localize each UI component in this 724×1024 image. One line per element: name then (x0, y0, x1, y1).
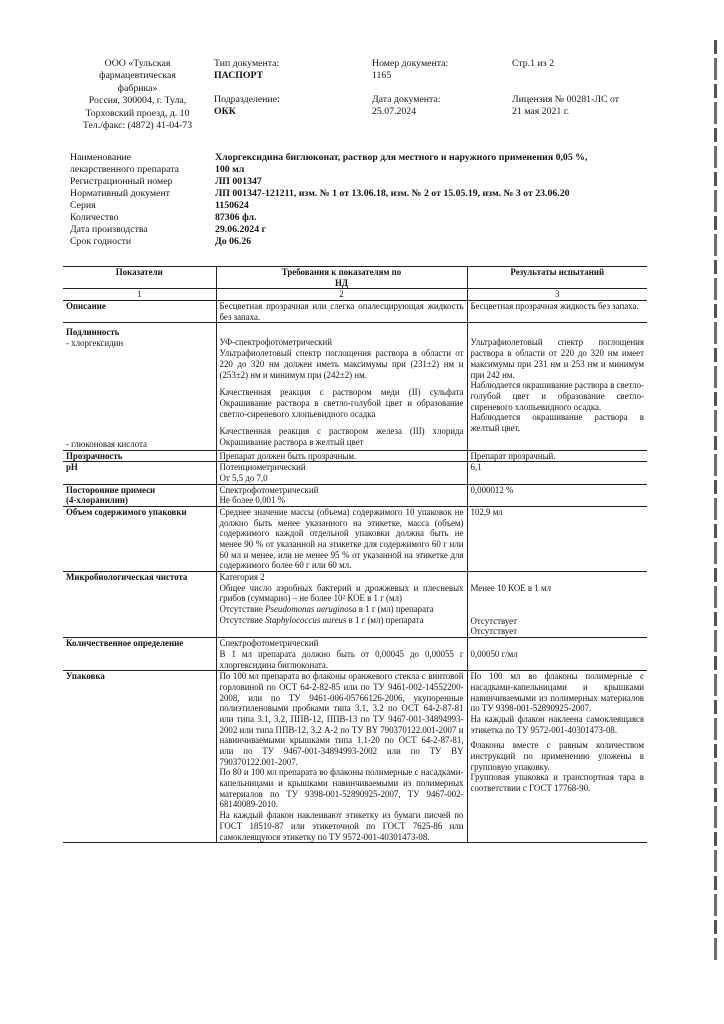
requirement-text: Категория 2 (219, 572, 265, 583)
result-cell (467, 323, 647, 450)
meta-value: ЛП 001347 (215, 175, 262, 187)
requirement-cell (216, 462, 467, 484)
indicator-name: Подлинность (66, 327, 120, 338)
requirement-cell: Препарат должен быть прозрачным. (216, 450, 467, 462)
indicator-name: Упаковка (63, 671, 216, 843)
requirement-cell: Среднее значение массы (объема) содержимого 10 упаковок не должно быть менее указанного на этикетке, масса (объем) содержимого каждой отдельной упаковки должна быть не менее 90 % от указанной на этикетке для содержимого 60 г или 60 мл и менее, или не менее 95 % от указанной на этикетке для содержимого более 60 г или 60 мл. (216, 506, 467, 571)
meta-row (70, 176, 660, 188)
license-line: Лицензия № 00281-ЛС от (512, 93, 620, 105)
indicator-subname: - хлоргексидин (66, 338, 124, 349)
doc-date-label: Дата документа: (372, 93, 441, 105)
column-number-row (63, 289, 647, 301)
method-title: Потенциометрический (219, 462, 306, 473)
organism-name: Staphylococcus aureus (265, 614, 347, 625)
division-value: ОКК (214, 106, 236, 118)
col-header-results: Результаты испытаний (467, 267, 647, 289)
result-text: По 100 мл во флаконы полимерные с насадками-капельницами и крышками навинчиваемыми из полимерных материалов по ТУ 9398-001-52890925-2007. (470, 671, 644, 714)
col-header-line: Требования к показателям по (281, 267, 402, 277)
org-line: Тел./факс: (4872) 41-04-73 (82, 120, 193, 132)
column-number: 3 (467, 289, 647, 301)
table-row (63, 572, 647, 638)
organization-block (70, 58, 205, 133)
result-cell: 0,000012 % (467, 484, 647, 506)
result-cell: Бесцветная прозрачная жидкость без запаха. (467, 301, 647, 323)
meta-value: 87306 фл. (215, 211, 257, 223)
result-text: На каждый флакон наклеена самоклеящаяся этикетка по ТУ 9572-001-40301473-08. (470, 713, 644, 735)
requirement-text: В 1 мл препарата должно быть от 0,00045 до 0,00055 г хлоргексидина биглюконата. (219, 648, 464, 670)
division-label: Подразделение: (214, 93, 280, 105)
meta-label: лекарственного препарата (70, 163, 179, 175)
meta-label: Количество (70, 211, 119, 223)
result-text: Отсутствует (470, 626, 517, 637)
result-cell (467, 671, 647, 843)
requirement-cell (216, 671, 467, 843)
doc-type-value: ПАСПОРТ (214, 70, 264, 82)
meta-label: Регистрационный номер (70, 175, 173, 187)
meta-row (70, 152, 660, 164)
meta-label: Дата производства (70, 223, 148, 235)
indicator-name: pH (63, 462, 216, 484)
text-part: в 1 г (мл) препарата (356, 604, 434, 615)
text-part: в 1 г (мл) препарата (346, 614, 424, 625)
method-title: Спектрофотометрический (219, 638, 319, 649)
table-row (63, 301, 647, 323)
meta-value: До 06.26 (215, 235, 252, 247)
indicator-name: (4-хлоранилин) (66, 495, 128, 506)
meta-label: Срок годности (70, 235, 132, 247)
meta-value: 29.06.2024 г (215, 223, 266, 235)
meta-row (70, 188, 660, 200)
org-line: ООО «Тульская (104, 58, 171, 69)
page-number: Стр.1 из 2 (512, 58, 554, 69)
meta-row (70, 236, 660, 248)
requirement-text: По 80 и 100 мл препарата во флаконы полимерные с насадками-капельницами и крышками навинчиваемыми из полимерных материалов по ТУ 9398-001-52890925-2007, ТУ 9467-002-68140089-2010. (219, 767, 464, 810)
doc-date-value: 25.07.2024 (372, 106, 417, 118)
doc-number-label: Номер документа: (372, 58, 449, 69)
column-number: 1 (63, 289, 216, 301)
result-cell: 6,1 (467, 462, 647, 484)
meta-value: 1150624 (215, 199, 249, 211)
column-number: 2 (216, 289, 467, 301)
col-header-requirements (216, 267, 467, 289)
indicator-name: Описание (63, 301, 216, 323)
result-text: Групповая упаковка и транспортная тара в соответствии с ГОСТ 17768-90. (470, 772, 644, 794)
requirement-text: Общее число аэробных бактерий и дрожжевых и плесневых грибов (суммарно) – не более 10² КОЕ в 1 г (мл) (219, 582, 464, 604)
table-row (63, 671, 647, 843)
doc-number-block (372, 58, 502, 119)
requirement-text: От 5,5 до 7,0 (219, 472, 268, 483)
requirement-text: Не более 0,001 % (219, 495, 286, 506)
doc-type-label: Тип документа: (214, 58, 280, 69)
requirement-text: По 100 мл препарата во флаконы оранжевого стекла с винтовой горловиной по ОСТ 64-2-82-85 или по ТУ 9461-002-14552200-2008, или по ТУ 9461-006-05766126-2006, укупоренные полиэтиленовыми пробками типа 3.1, 3.2 по ОСТ 64-2-87-81 или типа 3.1, 3.2, ППВ-12, ППВ-13 по ТУ 9467-001-34894993-2002 или типа ППВ-12, 3.2 А-2 по ТУ BY 790370122.001-2007 и навинчиваемыми крышками типа 1.1-20 по ОСТ 64-2-87-81, или по ТУ 9467-001-34894993-2002 или по ТУ BY 790370122.001-2007. (219, 671, 464, 767)
indicator-name: Прозрачность (63, 450, 216, 462)
result-cell (467, 572, 647, 638)
result-cell (467, 638, 647, 671)
result-text: Менее 10 КОЕ в 1 мл (470, 583, 552, 594)
table-row (63, 462, 647, 484)
requirement-cell (216, 638, 467, 671)
indicator-cell (63, 323, 216, 450)
result-cell: Препарат прозрачный. (467, 450, 647, 462)
requirement-text: Качественная реакция с раствором железа (III) хлорида Окрашивание раствора в желтый цвет (219, 426, 464, 447)
table-header-row (63, 267, 647, 289)
doc-type-block (214, 58, 364, 119)
page-license-block (512, 58, 652, 119)
requirement-text: Качественная реакция с раствором меди (II) сульфата Окрашивание раствора в светло-голубой цвет и образование светло-сиреневого хлопьевидного осадка (219, 387, 464, 419)
result-cell: 102,9 мл (467, 506, 647, 571)
organism-name: Pseudomonas aeruginosa (265, 604, 357, 615)
requirement-cell (216, 572, 467, 638)
indicator-name: Посторонние примеси (66, 484, 156, 495)
method-title: УФ-спектрофотометрический (219, 337, 332, 348)
org-line: Россия, 300004, г. Тула, (88, 95, 187, 107)
indicator-name: Микробиологическая чистота (63, 572, 216, 638)
product-metadata (70, 152, 660, 248)
org-line: фабрика» (117, 82, 158, 94)
result-text: Флаконы вместе с равным количеством инструкций по применению уложены в групповую упаковку. (470, 740, 644, 772)
indicator-name: Объем содержимого упаковки (63, 506, 216, 571)
meta-label: Нормативный документ (70, 187, 170, 199)
meta-value: Хлоргексидина биглюконат, раствор для местного и наружного применения 0,05 %, (215, 152, 588, 163)
col-header-indicators: Показатели (63, 267, 216, 289)
meta-label: Наименование (70, 152, 132, 163)
meta-row (70, 164, 660, 176)
requirement-cell: Бесцветная прозрачная или слегка опалесцирующая жидкость без запаха. (216, 301, 467, 323)
meta-row (70, 212, 660, 224)
quality-table (63, 266, 647, 843)
text-part: Отсутствие (219, 604, 266, 615)
requirement-text: Ультрафиолетовый спектр поглощения раствора в области от 220 до 320 нм должен иметь максимумы при (231±2) нм и (253±2) нм и минимум при (242±2) нм. (219, 348, 464, 380)
result-text: 0,00050 г/мл (470, 649, 518, 660)
requirement-text (220, 604, 464, 615)
meta-row (70, 224, 660, 236)
meta-value: ЛП 001347-121211, изм. № 1 от 13.06.18, изм. № 2 от 15.05.19, изм. № 3 от 23.06.20 (215, 187, 570, 199)
result-text: Ультрафиолетовый спектр поглощения раствора в области от 220 до 320 нм имеет максимумы при 231 нм и 253 нм и минимум при 242 нм. (470, 337, 644, 380)
license-line: 21 мая 2021 г. (512, 106, 570, 118)
requirement-cell (216, 484, 467, 506)
table-row (63, 506, 647, 571)
meta-value: 100 мл (215, 163, 245, 175)
indicator-subname: - глюконовая кислота (66, 438, 147, 449)
doc-number-value: 1165 (372, 70, 392, 82)
table-row (63, 450, 647, 462)
table-row (63, 484, 647, 506)
requirement-cell (216, 323, 467, 450)
result-text: Наблюдается окрашивание раствора в светло-голубой цвет и образование светло-сиреневого хлопьевидного осадка. (470, 380, 645, 412)
result-text: Отсутствует (470, 615, 517, 626)
scan-edge-artifact (714, 40, 717, 960)
meta-label: Серия (70, 199, 96, 211)
requirement-text: На каждый флакон наклеивают этикетку из бумаги писчей по ГОСТ 18510-87 или этикеточной по ГОСТ 7625-86 или самоклеящуюся этикетку по ТУ 9572-001-40301473-08. (219, 810, 464, 842)
org-line: Торховский проезд, д. 10 (85, 107, 190, 119)
result-text: Наблюдается окрашивание раствора в желтый цвет. (470, 412, 644, 433)
table-row (63, 323, 647, 450)
meta-row (70, 200, 660, 212)
col-header-line: НД (334, 277, 348, 288)
requirement-text (220, 615, 464, 626)
text-part: Отсутствие (219, 614, 266, 625)
method-title: Спектрофотометрический (219, 484, 319, 495)
indicator-cell (63, 484, 216, 506)
indicator-name: Количественное определение (63, 638, 216, 671)
table-row (63, 638, 647, 671)
org-line: фармацевтическая (99, 70, 176, 82)
